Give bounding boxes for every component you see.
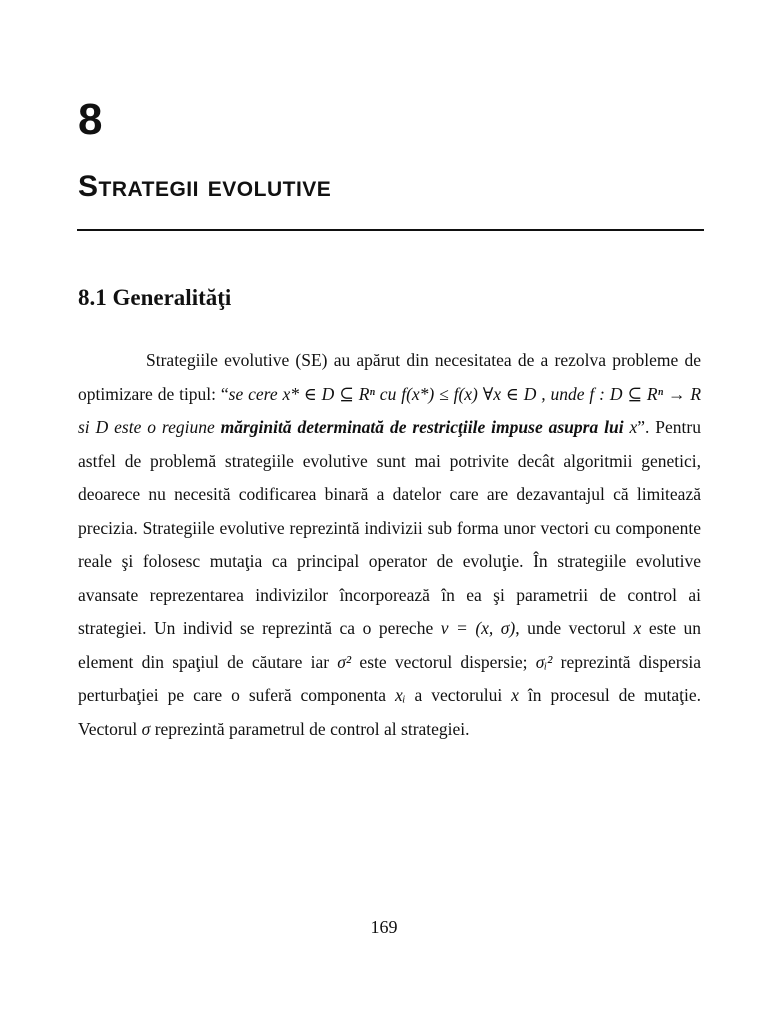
math-text: si: [78, 417, 90, 437]
math-expression: xᵢ: [395, 685, 406, 705]
math-expression: x: [629, 417, 638, 437]
math-text: , unde: [541, 383, 585, 404]
math-text: cu: [379, 383, 397, 404]
chapter-number: 8: [78, 95, 103, 144]
title-divider: [77, 229, 704, 231]
text-run: ”. Pentru astfel de problemă strategiile evolutive sunt mai potrivite decât algoritmii genetici, deoarece nu necesită codificarea binară a datelor care are dezavantajul că limitează precizia. Strategiile evolutive reprezintă indivizii sub forma unor vectori cu componente reale şi folosesc mutaţia ca principal operator de evoluţie. În strategiile evolutive avansate reprezentarea indivizilor încorporează în ea şi parametrii de control ai strategiei. Un individ se reprezintă ca o pereche: [78, 417, 702, 638]
body-paragraph: [78, 344, 701, 746]
text-run: este un element din spaţiul de căutare iar: [78, 618, 702, 672]
math-expression: x* ∈ D ⊆ Rⁿ: [282, 383, 375, 404]
section-title: 8.1 Generalităţi: [78, 285, 232, 310]
math-expression: σᵢ²: [535, 651, 553, 672]
math-expression: σ²: [337, 651, 352, 672]
math-text: se cere: [228, 383, 278, 404]
text-run: , unde vectorul: [515, 618, 626, 638]
math-expression: f : D ⊆ Rⁿ → R: [589, 383, 702, 404]
math-expression: v = (x, σ): [440, 618, 516, 638]
text-run: în procesul de mutaţie. Vectorul: [78, 685, 702, 739]
text-run: a vectorului: [414, 685, 503, 705]
math-expression: x: [633, 618, 642, 638]
math-text: este o regiune: [114, 417, 215, 437]
text-run: Strategiile evolutive (SE) au apărut din necesitatea de a rezolva probleme de optimizare de tipul: “: [78, 350, 701, 404]
chapter-title: Strategii evolutive: [78, 170, 332, 203]
math-expression: D: [95, 417, 109, 437]
paragraph-text: [78, 344, 701, 746]
math-expression: x: [511, 685, 519, 705]
math-expression: f(x*) ≤ f(x) ∀x ∈ D: [401, 383, 537, 404]
text-run: este vectorul dispersie;: [359, 651, 528, 672]
emphasized-text: mărginită determinată de restricţiile impuse asupra lui: [220, 417, 624, 437]
math-expression: σ: [141, 718, 151, 739]
page-number: 169: [370, 917, 398, 937]
text-run: reprezintă dispersia perturbaţiei pe care o suferă componenta: [78, 651, 702, 705]
text-run: reprezintă parametrul de control al strategiei.: [154, 718, 470, 739]
